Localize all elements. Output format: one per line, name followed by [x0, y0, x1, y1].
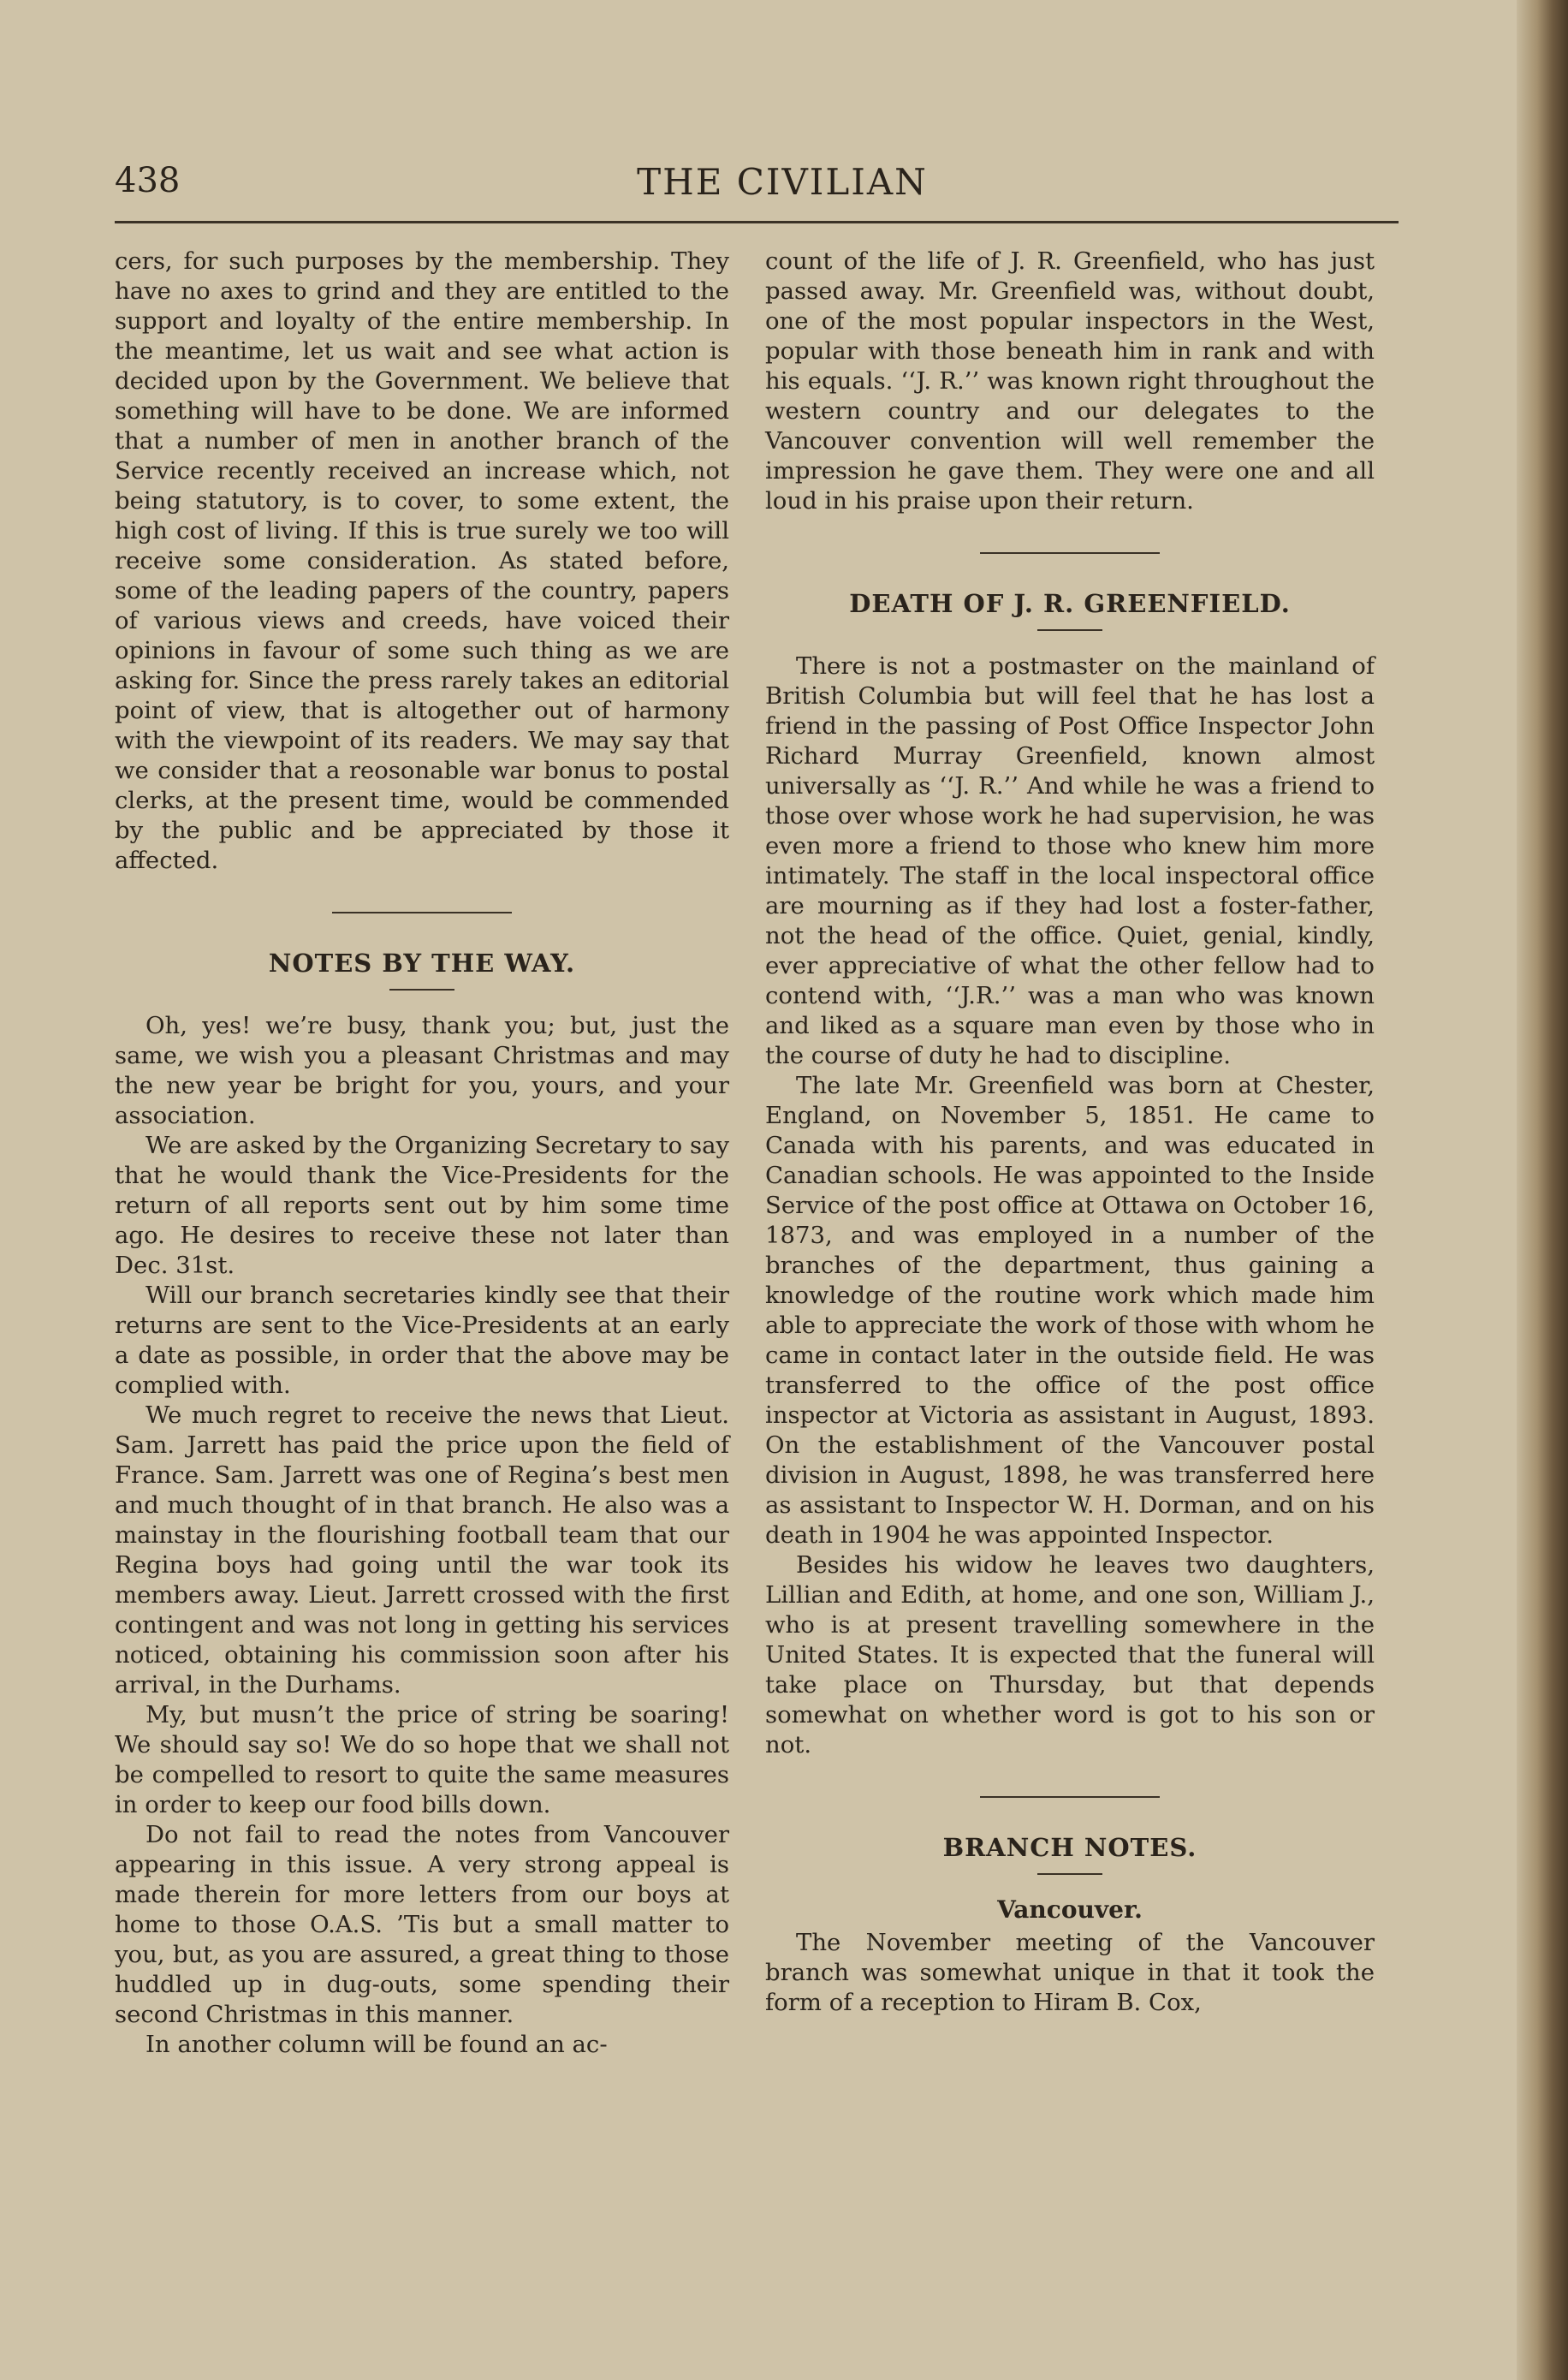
obituary-paragraph: There is not a postmaster on the mainland of British Columbia but will feel that he has lost a friend in the passing of Post Office Inspector John Richard Murray Greenfield, known almost universally as ‘‘J. R.’’ And while he was a friend to those over whose work he had supervision, he was even more a friend to those who knew him more intimately. The staff in the local inspectoral office are mourning as if they had lost a foster-father, not the head of the office. Quiet, genial, kindly, ever appreciative of what the other fellow had to contend with, ‘‘J.R.’’ was a man who was known and liked as a square man even by those who in the course of duty he had to discipline. [765, 652, 1375, 1069]
death-heading: DEATH OF J. R. GREENFIELD. [849, 589, 1291, 618]
page-spine-shadow [1517, 0, 1568, 2380]
section-divider [980, 1796, 1160, 1798]
header-rule [115, 221, 1399, 223]
notes-paragraph: We are asked by the Organizing Secretary to say that he would thank the Vice-Presidents for the return of all reports sent out by him some time ago. He desires to receive these not later than Dec. 31st. [115, 1132, 729, 1279]
section-divider [980, 552, 1160, 554]
heading-underline [389, 989, 454, 991]
page-header [115, 161, 1450, 212]
notes-paragraph: We much regret to receive the news that Lieut. Sam. Jarrett has paid the price upon the field of France. Sam. Jarrett was one of Regina’s best men and much thought of in that branch. He also was a mainstay in the flourishing football team that our Regina boys had going until the war took its members away. Lieut. Jarrett crossed with the first contingent and was not long in getting his services noticed, obtaining his commission soon after his arrival, in the Durhams. [115, 1401, 729, 1699]
heading-underline [1037, 629, 1102, 631]
running-title: THE CIVILIAN [637, 161, 928, 203]
obituary-paragraph: Besides his widow he leaves two daughters, Lillian and Edith, at home, and one son, William J., who is at present travelling somewhere in the United States. It is expected that the funeral will take place on Thursday, but that depends somewhat on whether word is got to his son or not. [765, 1551, 1375, 1758]
notes-paragraph: Will our branch secretaries kindly see that their returns are sent to the Vice-Presidents at an early a date as possible, in order that the above may be complied with. [115, 1282, 729, 1399]
left-column [115, 247, 729, 2060]
section-divider [332, 912, 512, 913]
branch-notes-heading: BRANCH NOTES. [942, 1833, 1197, 1862]
branch-subheading: Vancouver. [997, 1895, 1143, 1924]
article-continuation: cers, for such purposes by the membership. They have no axes to grind and they are entitled to the support and loyalty of the entire membership. In the meantime, let us wait and see what action is decided upon by the Government. We believe that something will have to be done. We are informed that a number of men in another branch of the Service recently received an increase which, not being statutory, is to cover, to some extent, the high cost of living. If this is true surely we too will receive some consideration. As stated before, some of the leading papers of the country, papers of various views and creeds, have voiced their opinions in favour of some such thing as we are asking for. Since the press rarely takes an editorial point of view, that is altogether out of harmony with the viewpoint of its readers. We may say that we consider that a reosonable war bonus to postal clerks, at the present time, would be commended by the public and be appreciated by those it affected. [115, 247, 729, 874]
notes-heading: NOTES BY THE WAY. [268, 949, 576, 978]
heading-underline [1037, 1873, 1102, 1875]
page-number: 438 [115, 161, 181, 200]
branch-paragraph: The November meeting of the Vancouver branch was somewhat unique in that it took the form of a reception to Hiram B. Cox, [765, 1929, 1375, 2016]
notes-paragraph: My, but musn’t the price of string be soaring! We should say so! We do so hope that we shall not be compelled to resort to quite the same measures in order to keep our food bills down. [115, 1701, 729, 1818]
notes-paragraph: In another column will be found an ac- [146, 2031, 608, 2058]
notes-paragraph: Oh, yes! we’re busy, thank you; but, just the same, we wish you a pleasant Christmas and may the new year be bright for you, yours, and your association. [115, 1012, 729, 1129]
obituary-paragraph: The late Mr. Greenfield was born at Chester, England, on November 5, 1851. He came to Canada with his parents, and was educated in Canadian schools. He was appointed to the Inside Service of the post office at Ottawa on October 16, 1873, and was employed in a number of the branches of the department, thus gaining a knowledge of the routine work which made him able to appreciate the work of those with whom he came in contact later in the outside field. He was transferred to the office of the post office inspector at Victoria as assistant in August, 1893. On the establishment of the Vancouver postal division in August, 1898, he was transferred here as assistant to Inspector W. H. Dorman, and on his death in 1904 he was appointed Inspector. [765, 1072, 1375, 1549]
right-column [765, 247, 1375, 2018]
article-continuation: count of the life of J. R. Greenfield, who has just passed away. Mr. Greenfield was, without doubt, one of the most popular inspectors in the West, popular with those beneath him in rank and with his equals. ‘‘J. R.’’ was known right throughout the western country and our delegates to the Vancouver convention will well remember the impression he gave them. They were one and all loud in his praise upon their return. [765, 247, 1375, 515]
notes-paragraph: Do not fail to read the notes from Vancouver appearing in this issue. A very strong appeal is made therein for more letters from our boys at home to those O.A.S. ’Tis but a small matter to you, but, as you are assured, a great thing to those huddled up in dug-outs, some spending their second Christmas in this manner. [115, 1821, 729, 2028]
